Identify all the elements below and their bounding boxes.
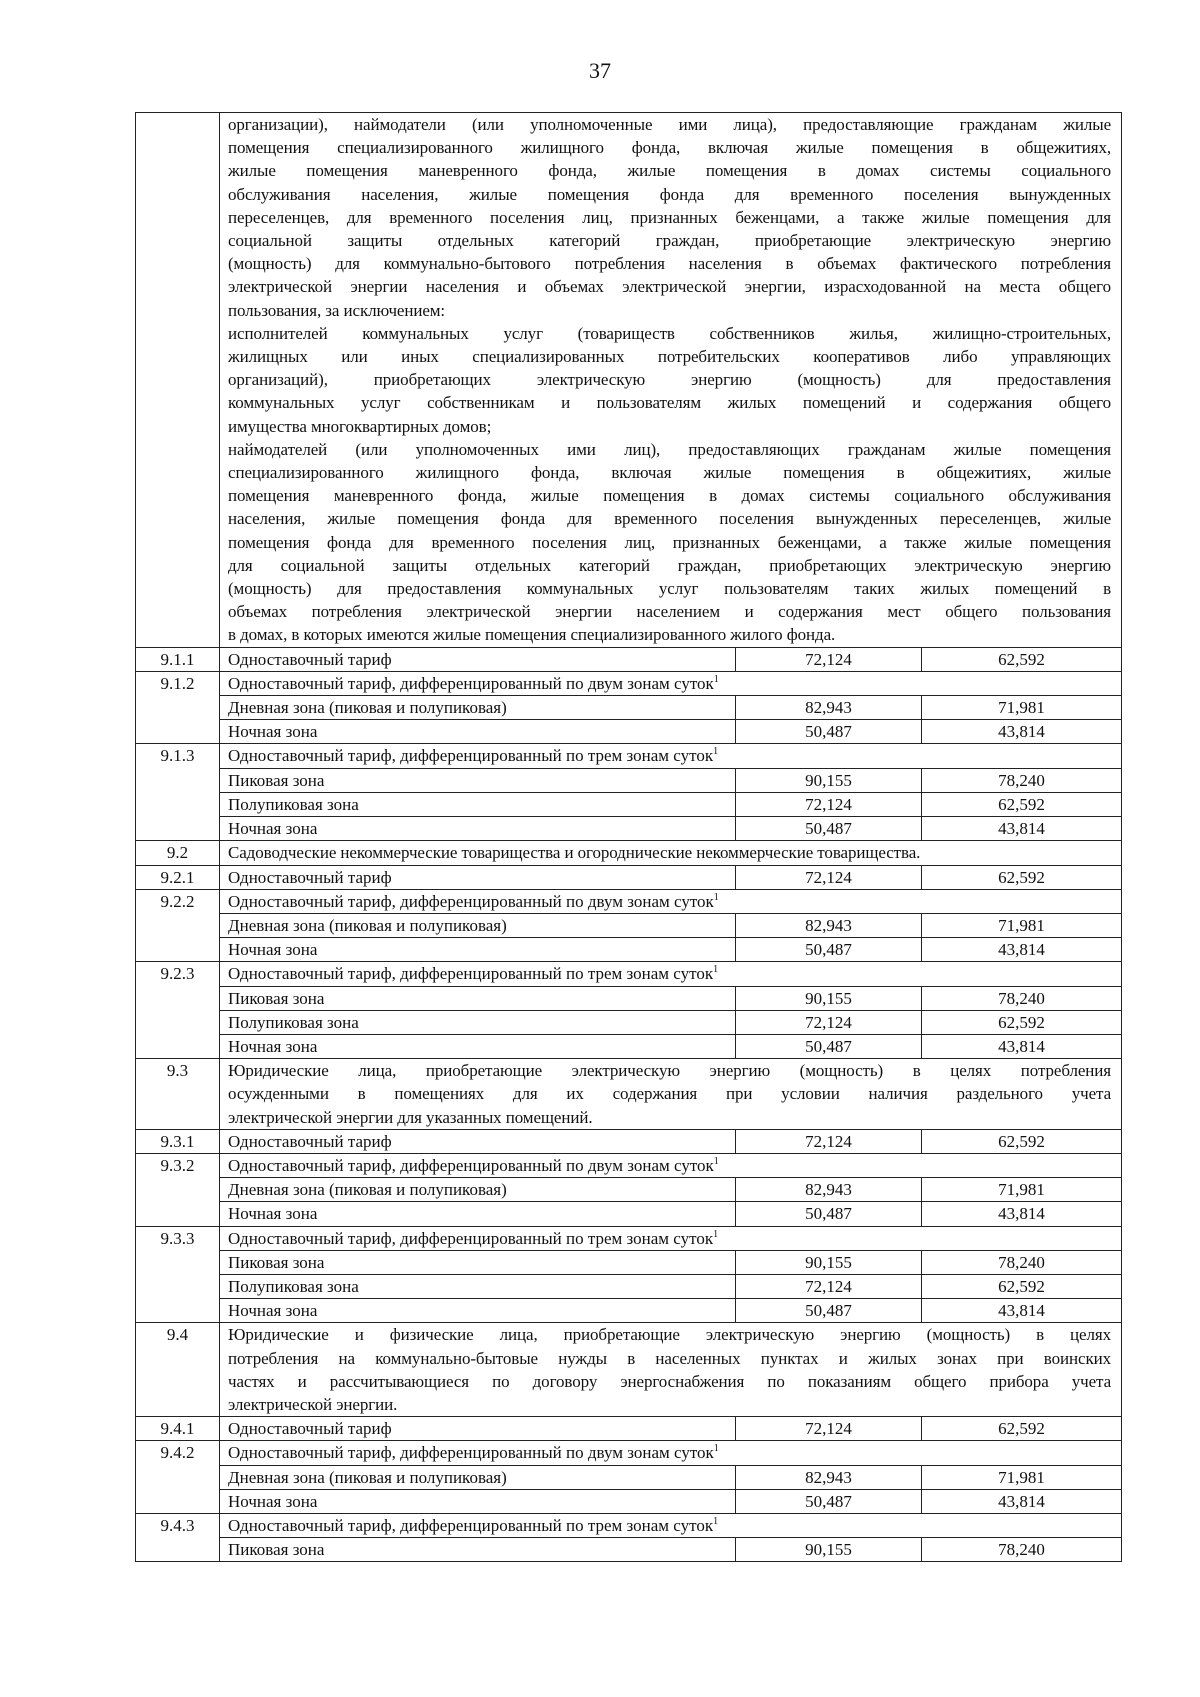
group-header-row xyxy=(136,744,1122,768)
value-cell-2: 78,240 xyxy=(922,1250,1122,1274)
value-cell-1: 90,155 xyxy=(736,1250,922,1274)
value-cell-2: 43,814 xyxy=(922,1489,1122,1513)
value-cell-2: 43,814 xyxy=(922,1202,1122,1226)
group-header-cell xyxy=(220,1153,1122,1177)
value-cell-2: 43,814 xyxy=(922,817,1122,841)
label-cell: Одноставочный тариф xyxy=(220,1129,736,1153)
label-cell: Ночная зона xyxy=(220,817,736,841)
group-header-row xyxy=(136,962,1122,986)
group-header-cell xyxy=(220,744,1122,768)
text-line: населения, жилые помещения фонда для временного поселения вынужденных переселенцев, жилые xyxy=(228,509,1112,529)
value-cell-2: 71,981 xyxy=(922,913,1122,937)
tariff-table xyxy=(135,112,1122,1562)
text-line: (мощность) для предоставления коммунальных услуг пользователям таких жилых помещений в xyxy=(228,579,1112,599)
value-cell-1: 90,155 xyxy=(736,768,922,792)
text-line: (мощность) для коммунально-бытового потребления населения в объемах фактического потребления xyxy=(228,254,1112,274)
group-header-cell xyxy=(220,889,1122,913)
value-cell-2: 43,814 xyxy=(922,1299,1122,1323)
value-cell-2: 62,592 xyxy=(922,1129,1122,1153)
code-cell: 9.2.2 xyxy=(136,889,220,962)
code-cell: 9.4.3 xyxy=(136,1513,220,1561)
label-cell: Ночная зона xyxy=(220,1034,736,1058)
value-cell-2: 62,592 xyxy=(922,1417,1122,1441)
table-row xyxy=(136,647,1122,671)
table-row xyxy=(136,1202,1122,1226)
value-cell-2: 78,240 xyxy=(922,1538,1122,1562)
text-line: жилищных или иных специализированных потребительских кооперативов либо управляющих xyxy=(228,347,1112,367)
text-line: электрической энергии. xyxy=(228,1394,398,1414)
group-label: Одноставочный тариф, дифференцированный по трем зонам суток xyxy=(228,746,714,766)
value-cell-1: 50,487 xyxy=(736,1034,922,1058)
label-cell: Полупиковая зона xyxy=(220,1274,736,1298)
text-line: помещения маневренного фонда, жилые помещения в домах системы социального обслуживания xyxy=(228,486,1112,506)
table-row xyxy=(136,1299,1122,1323)
code-cell: 9.2 xyxy=(136,841,220,865)
page-number: 37 xyxy=(589,58,611,83)
text-line: частях и рассчитывающиеся по договору энергоснабжения по показаниям общего прибора учета xyxy=(228,1371,1112,1391)
value-cell-1: 82,943 xyxy=(736,913,922,937)
value-cell-1: 72,124 xyxy=(736,1010,922,1034)
section-row xyxy=(136,841,1122,865)
label-cell: Дневная зона (пиковая и полупиковая) xyxy=(220,1465,736,1489)
code-cell: 9.1.3 xyxy=(136,744,220,841)
text-line: организаций), приобретающих электрическую энергию (мощность) для предоставления xyxy=(228,370,1112,390)
table-row xyxy=(136,1034,1122,1058)
value-cell-1: 82,943 xyxy=(736,696,922,720)
table-row xyxy=(136,1538,1122,1562)
code-cell xyxy=(136,113,220,648)
group-header-cell xyxy=(220,671,1122,695)
group-header-row xyxy=(136,889,1122,913)
label-cell: Одноставочный тариф xyxy=(220,1417,736,1441)
group-header-row xyxy=(136,1153,1122,1177)
text-line: Юридические лица, приобретающие электрическую энергию (мощность) в целях потребления xyxy=(228,1061,1112,1081)
text-line: жилые помещения маневренного фонда, жилые помещения в домах системы социального xyxy=(228,161,1112,181)
table-row xyxy=(136,865,1122,889)
label-cell: Дневная зона (пиковая и полупиковая) xyxy=(220,696,736,720)
table-row xyxy=(136,1250,1122,1274)
value-cell-2: 43,814 xyxy=(922,720,1122,744)
code-cell: 9.2.3 xyxy=(136,962,220,1059)
group-header-row xyxy=(136,1513,1122,1537)
value-cell-1: 50,487 xyxy=(736,1202,922,1226)
code-cell: 9.2.1 xyxy=(136,865,220,889)
table-row xyxy=(136,938,1122,962)
label-cell: Пиковая зона xyxy=(220,768,736,792)
label-cell: Ночная зона xyxy=(220,720,736,744)
value-cell-1: 50,487 xyxy=(736,720,922,744)
footnote-mark: 1 xyxy=(713,964,719,976)
group-label: Одноставочный тариф, дифференцированный по двум зонам суток xyxy=(228,1155,714,1175)
value-cell-2: 62,592 xyxy=(922,1274,1122,1298)
code-cell: 9.4 xyxy=(136,1323,220,1417)
group-label: Одноставочный тариф, дифференцированный по двум зонам суток xyxy=(228,673,714,693)
value-cell-1: 50,487 xyxy=(736,938,922,962)
text-line: обслуживания населения, жилые помещения фонда для временного поселения вынужденных xyxy=(228,184,1112,204)
table-row xyxy=(136,1489,1122,1513)
section-row xyxy=(136,1323,1122,1417)
value-cell-1: 72,124 xyxy=(736,792,922,816)
table-row xyxy=(136,986,1122,1010)
text-line: переселенцев, для временного поселения лиц, признанных беженцами, а также жилые помещения для xyxy=(228,207,1112,227)
text-line: пользования, за исключением: xyxy=(228,300,446,320)
text-line: помещения специализированного жилищного фонда, включая жилые помещения в общежитиях, xyxy=(228,138,1112,158)
table-row xyxy=(136,696,1122,720)
label-cell: Одноставочный тариф xyxy=(220,865,736,889)
label-cell: Пиковая зона xyxy=(220,986,736,1010)
text-line: социальной защиты отдельных категорий граждан, приобретающие электрическую энергию xyxy=(228,231,1112,251)
group-header-cell xyxy=(220,1226,1122,1250)
table-row xyxy=(136,1465,1122,1489)
code-cell: 9.1.1 xyxy=(136,647,220,671)
table-row xyxy=(136,913,1122,937)
value-cell-2: 71,981 xyxy=(922,1465,1122,1489)
footnote-mark: 1 xyxy=(713,1155,719,1167)
code-cell: 9.3.1 xyxy=(136,1129,220,1153)
value-cell-2: 78,240 xyxy=(922,768,1122,792)
label-cell: Полупиковая зона xyxy=(220,1010,736,1034)
footnote-mark: 1 xyxy=(713,1228,719,1240)
label-cell: Ночная зона xyxy=(220,1489,736,1513)
intro-text-cell xyxy=(220,113,1122,648)
group-header-row xyxy=(136,1226,1122,1250)
footnote-mark: 1 xyxy=(713,673,719,685)
value-cell-1: 72,124 xyxy=(736,1417,922,1441)
footnote-mark: 1 xyxy=(713,746,719,758)
label-cell: Пиковая зона xyxy=(220,1250,736,1274)
value-cell-2: 62,592 xyxy=(922,647,1122,671)
code-cell: 9.3 xyxy=(136,1059,220,1130)
label-cell: Ночная зона xyxy=(220,938,736,962)
intro-row xyxy=(136,113,1122,648)
text-line: наймодателей (или уполномоченных ими лиц), предоставляющих гражданам жилые помещения xyxy=(228,439,1112,459)
value-cell-2: 78,240 xyxy=(922,986,1122,1010)
label-cell: Пиковая зона xyxy=(220,1538,736,1562)
table-row xyxy=(136,792,1122,816)
footnote-mark: 1 xyxy=(713,891,719,903)
value-cell-1: 72,124 xyxy=(736,1129,922,1153)
text-line: помещения фонда для временного поселения лиц, признанных беженцами, а также жилые помещения xyxy=(228,532,1112,552)
group-label: Одноставочный тариф, дифференцированный по двум зонам суток xyxy=(228,891,714,911)
label-cell: Дневная зона (пиковая и полупиковая) xyxy=(220,913,736,937)
text-line: исполнителей коммунальных услуг (товариществ собственников жилья, жилищно-строительных, xyxy=(228,323,1112,343)
group-header-row xyxy=(136,671,1122,695)
text-line: объемах потребления электрической энергии населением и содержания мест общего пользования xyxy=(228,602,1112,622)
value-cell-1: 72,124 xyxy=(736,1274,922,1298)
label-cell: Ночная зона xyxy=(220,1299,736,1323)
text-line: в домах, в которых имеются жилые помещения специализированного жилого фонда. xyxy=(228,625,836,645)
code-cell: 9.3.3 xyxy=(136,1226,220,1323)
code-cell: 9.3.2 xyxy=(136,1153,220,1226)
table-row xyxy=(136,1010,1122,1034)
group-header-row xyxy=(136,1441,1122,1465)
text-line: Садоводческие некоммерческие товарищества и огороднические некоммерческие товарищества. xyxy=(228,843,921,863)
value-cell-1: 50,487 xyxy=(736,817,922,841)
code-cell: 9.4.2 xyxy=(136,1441,220,1514)
value-cell-2: 62,592 xyxy=(922,865,1122,889)
value-cell-2: 43,814 xyxy=(922,1034,1122,1058)
footnote-mark: 1 xyxy=(713,1515,719,1527)
value-cell-1: 72,124 xyxy=(736,865,922,889)
table-row xyxy=(136,720,1122,744)
value-cell-1: 90,155 xyxy=(736,1538,922,1562)
group-header-cell xyxy=(220,962,1122,986)
group-label: Одноставочный тариф, дифференцированный по трем зонам суток xyxy=(228,964,714,984)
value-cell-1: 72,124 xyxy=(736,647,922,671)
code-cell: 9.4.1 xyxy=(136,1417,220,1441)
text-line: Юридические и физические лица, приобретающие электрическую энергию (мощность) в целях xyxy=(228,1325,1112,1345)
section-text-cell xyxy=(220,1323,1122,1417)
value-cell-2: 62,592 xyxy=(922,1010,1122,1034)
text-line: потребления на коммунально-бытовые нужды в населенных пунктах и жилых зонах при воинских xyxy=(228,1348,1112,1368)
text-line: организации), наймодатели (или уполномоченные ими лица), предоставляющие гражданам жилые xyxy=(228,115,1112,134)
section-row xyxy=(136,1059,1122,1130)
table-row xyxy=(136,1129,1122,1153)
group-label: Одноставочный тариф, дифференцированный по трем зонам суток xyxy=(228,1228,714,1248)
value-cell-2: 71,981 xyxy=(922,1178,1122,1202)
text-line: электрической энергии населения и объемах электрической энергии, израсходованной на места общего xyxy=(228,277,1112,297)
value-cell-1: 90,155 xyxy=(736,986,922,1010)
text-line: для социальной защиты отдельных категорий граждан, приобретающих электрическую энергию xyxy=(228,555,1112,575)
section-text-cell xyxy=(220,1059,1122,1130)
table-row xyxy=(136,768,1122,792)
text-line: электрической энергии для указанных помещений. xyxy=(228,1107,593,1127)
group-header-cell xyxy=(220,1513,1122,1537)
value-cell-1: 82,943 xyxy=(736,1465,922,1489)
group-label: Одноставочный тариф, дифференцированный по трем зонам суток xyxy=(228,1515,714,1535)
value-cell-2: 43,814 xyxy=(922,938,1122,962)
value-cell-1: 82,943 xyxy=(736,1178,922,1202)
label-cell: Ночная зона xyxy=(220,1202,736,1226)
label-cell: Одноставочный тариф xyxy=(220,647,736,671)
text-line: имущества многоквартирных домов; xyxy=(228,416,492,436)
label-cell: Дневная зона (пиковая и полупиковая) xyxy=(220,1178,736,1202)
group-header-cell xyxy=(220,1441,1122,1465)
section-text-cell xyxy=(220,841,1122,865)
table-row xyxy=(136,817,1122,841)
table-row xyxy=(136,1417,1122,1441)
table-row xyxy=(136,1274,1122,1298)
footnote-mark: 1 xyxy=(713,1443,719,1455)
value-cell-1: 50,487 xyxy=(736,1489,922,1513)
text-line: осужденными в помещениях для их содержания при условии наличия раздельного учета xyxy=(228,1084,1112,1104)
text-line: специализированного жилищного фонда, включая жилые помещения в общежитиях, жилые xyxy=(228,463,1112,483)
text-line: коммунальных услуг собственникам и пользователям жилых помещений и содержания общего xyxy=(228,393,1112,413)
value-cell-2: 71,981 xyxy=(922,696,1122,720)
code-cell: 9.1.2 xyxy=(136,671,220,744)
label-cell: Полупиковая зона xyxy=(220,792,736,816)
table-row xyxy=(136,1178,1122,1202)
value-cell-1: 50,487 xyxy=(736,1299,922,1323)
group-label: Одноставочный тариф, дифференцированный по двум зонам суток xyxy=(228,1443,714,1463)
value-cell-2: 62,592 xyxy=(922,792,1122,816)
